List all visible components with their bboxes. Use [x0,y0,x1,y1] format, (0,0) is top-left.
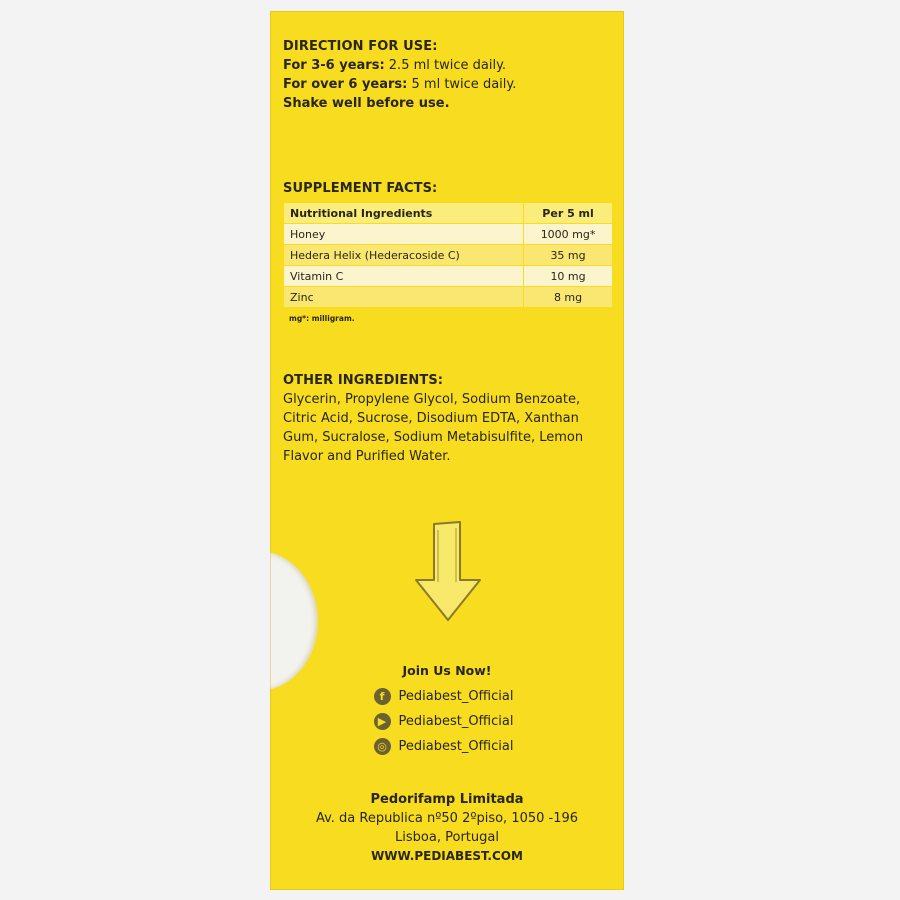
directions-heading: DIRECTION FOR USE: [283,39,438,54]
facebook-icon: f [374,688,391,705]
table-row [284,287,613,308]
youtube-handle: Pediabest_Official [398,714,514,729]
directions-line-2-label: For over 6 years: [283,77,408,92]
ingredient-amount: 1000 mg* [524,224,613,245]
ingredient-name: Honey [284,224,524,245]
supplement-table-header [284,203,613,224]
instagram-handle: Pediabest_Official [398,739,514,754]
supplement-table [283,202,613,308]
social-section [270,663,624,759]
table-row [284,245,613,266]
directions-line-3-text: Shake well before use. [283,96,450,111]
ingredient-amount: 35 mg [524,245,613,266]
other-ingredients-section [283,373,604,466]
other-line: Flavor and Purified Water. [283,449,451,464]
directions-line-1-label: For 3-6 years: [283,58,385,73]
ingredient-name: Hedera Helix (Hederacoside C) [284,245,524,266]
ingredient-amount: 8 mg [524,287,613,308]
company-website[interactable]: WWW.PEDIABEST.COM [371,849,523,863]
supplement-footnote: mg*: milligram. [289,314,355,323]
ingredient-amount: 10 mg [524,266,613,287]
other-line: Gum, Sucralose, Sodium Metabisulfite, Lemon [283,430,584,445]
table-row [284,224,613,245]
supplement-facts-section [283,181,604,323]
company-address-1: Av. da Republica nº50 2ºpiso, 1050 -196 [315,811,579,826]
company-name: Pedorifamp Limitada [370,792,524,807]
down-arrow-icon [408,516,488,626]
package-box [270,11,624,890]
directions-line-1-value: 2.5 ml twice daily. [384,58,507,73]
directions-line-2-value: 5 ml twice daily. [407,77,517,92]
facebook-handle: Pediabest_Official [398,689,514,704]
other-line: Citric Acid, Sucrose, Disodium EDTA, Xanthan [283,411,579,426]
supplement-heading: SUPPLEMENT FACTS: [283,181,438,196]
directions-section [283,37,604,113]
other-line: Glycerin, Propylene Glycol, Sodium Benzoate, [283,392,581,407]
other-heading: OTHER INGREDIENTS: [283,373,444,388]
instagram-link[interactable] [270,734,624,759]
table-row [284,266,613,287]
directions-line-1 [283,56,604,75]
company-address-2: Lisboa, Portugal [395,830,499,845]
company-info [270,790,624,866]
youtube-link[interactable] [270,709,624,734]
ingredient-name: Vitamin C [284,266,524,287]
ingredient-name: Zinc [284,287,524,308]
directions-line-3 [283,94,604,113]
facebook-link[interactable] [270,684,624,709]
directions-line-2 [283,75,604,94]
youtube-icon: ▶ [374,713,391,730]
col-amount: Per 5 ml [524,203,613,224]
instagram-icon: ◎ [374,738,391,755]
col-ingredient: Nutritional Ingredients [284,203,524,224]
join-us-heading: Join Us Now! [402,663,492,678]
